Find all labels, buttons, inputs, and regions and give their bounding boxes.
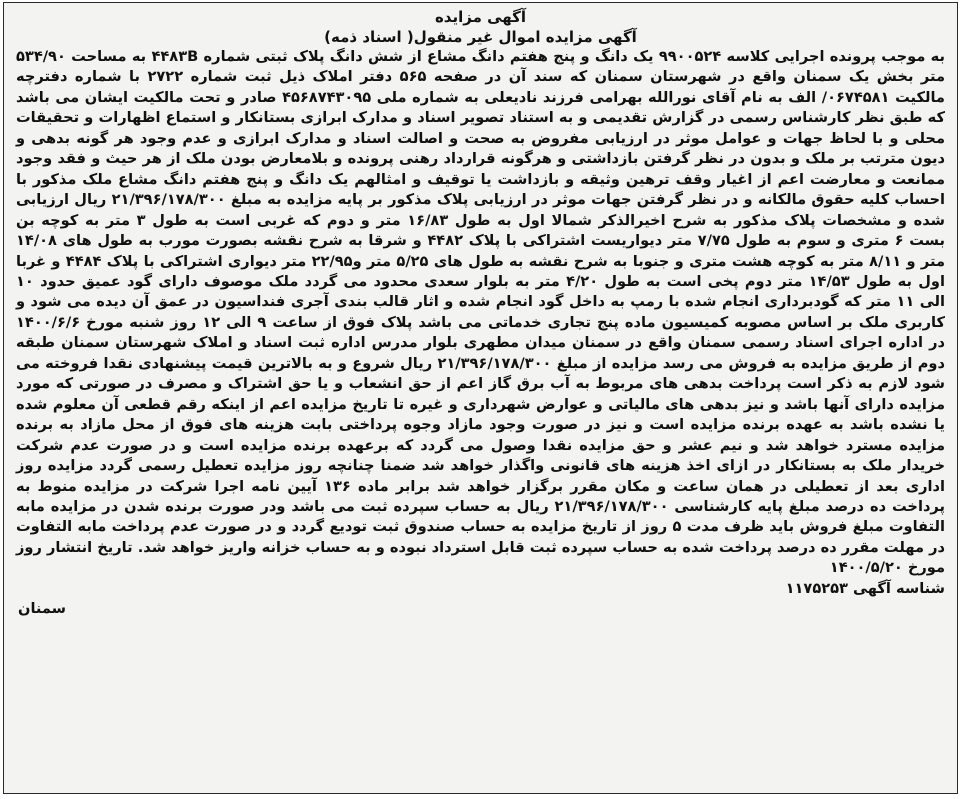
auction-notice (3, 2, 958, 794)
notice-title: آگهی مزایده (434, 8, 527, 26)
notice-id: شناسه آگهی ۱۱۷۵۲۵۳ (785, 579, 945, 597)
notice-body: به موجب پرونده اجرایی کلاسه ۹۹۰۰۵۲۴ یک دانگ و پنج هفتم دانگ مشاع از شش دانگ پلاک ثبتی شماره ۴۴۸۳B به مساحت ۵۳۴/۹۰ متر بخش یک سمنان واقع در شهرستان سمنان که سند آن در صفحه ۵۶۵ دفتر املاک ذیل ثبت شماره ۲۷۲۲ با شماره دفترچه مالکیت ۰۶۷۴۵۸۱/ الف به نام آقای نورالله بهرامی فرزند نادیعلی به شماره ملی ۴۵۶۸۷۴۳۰۹۵ صادر و تحت مالکیت ایشان می باشد که طبق نظر کارشناس رسمی در گزارش تقدیمی و به استناد تصویر اسناد و مدارک ابرازی بستانکار و استماع اظهارات و تحقیقات محلی و با لحاظ جهات و عوامل موثر در ارزیابی مفروض به صحت و اصالت اسناد و مدارک ابرازی و عدم وجود هر گونه بدهی و دیون مترتب بر ملک و بدون در نظر گرفتن بازداشتی و هرگونه قرارداد رهنی پرونده و بلامعارض بودن ملک از هر حیث و فقد وجود ممانعت و معارضت اعم از اغیار وقف ترهین وثیقه و بازداشت یا توقیف و امثالهم یک دانگ و پنج هفتم دانگ مشاع ملک مذکور با احساب کلیه حقوق مالکانه و در نظر گرفتن جهات موثر در ارزیابی پلاک مذکور بر پایه مزایده به مبلغ ۲۱/۳۹۶/۱۷۸/۳۰۰ ریال ارزیابی شده و مشخصات پلاک مذکور به شرح اخیرالذکر شمالا اول به طول ۱۶/۸۳ متر و دوم که غربی است به طول ۳ متر به کوچه بن بست ۶ متری و سوم به طول ۷/۷۵ متر دیواریست اشتراکی با پلاک ۴۴۸۲ و شرقا به شرح نقشه بصورت مورب به طول های ۱۴/۰۸ متر و ۸/۱۱ متر به کوچه هشت متری و جنوبا به شرح نقشه به طول های ۵/۲۵ متر و۲۲/۹۵ متر دیواری اشتراکی با پلاک ۴۴۸۴ و غربا اول به طول ۱۴/۵۳ متر دوم پخی است به طول ۴/۲۰ متر به بلوار سعدی محدود می گردد ملک موصوف دارای گود عمیق حدود ۱۰ الی ۱۱ متر که گودبرداری انجام شده با رمپ به داخل گود انجام شده و اثار قالب بندی آجری فنداسیون در عمق آن دیده می شود و کاربری ملک بر اساس مصوبه کمیسیون ماده پنج تجاری خدماتی می باشد پلاک فوق از ساعت ۹ الی ۱۲ روز شنبه مورخ ۱۴۰۰/۶/۶ در اداره اجرای اسناد رسمی سمنان واقع در سمنان میدان مطهری بلوار مدرس اداره ثبت اسناد و املاک شهرستان سمنان طبقه دوم از طریق مزایده به فروش می رسد مزایده از مبلغ ۲۱/۳۹۶/۱۷۸/۳۰۰ ریال شروع و به بالاترین قیمت پیشنهادی نقدا فروخته می شود لازم به ذکر است پرداخت بدهی های مربوط به آب برق گاز اعم از حق انشعاب و یا حق اشتراک و مصرف در صورتی که مورد مزایده دارای آنها باشد و نیز بدهی های مالیاتی و عوارض شهرداری و غیره تا تاریخ مزایده اعم از اینکه رقم قطعی آن معلوم شده یا نشده باشد به عهده برنده مزایده است و نیز در صورت وجود مازاد وجوه پرداختی بابت هزینه های فوق از محل مازاد به برنده مزایده مسترد خواهد شد و نیم عشر و حق مزایده نقدا وصول می گردد که برعهده برنده مزایده است و در صورت عدم شرکت خریدار ملک به بستانکار در ازای اخذ هزینه های قانونی واگذار خواهد شد ضمنا چنانچه روز مزایده تعطیل رسمی گردد مزایده روز اداری بعد از تعطیلی در همان ساعت و مکان مقرر برگزار خواهد شد برابر ماده ۱۳۶ آیین نامه اجرا شرکت در مزایده منوط به پرداخت ده درصد مبلغ پایه کارشناسی ۲۱/۳۹۶/۱۷۸/۳۰۰ ریال به حساب سپرده ثبت می باشد ودر صورت برنده شدن در مزایده مابه التفاوت مبلغ فروش باید ظرف مدت ۵ روز از تاریخ مزایده به حساب صندوق ثبت تودیع گردد و در صورت عدم پرداخت مابه التفاوت در مهلت مقرر ده درصد پرداخت شده به حساب سپرده ثبت قابل استرداد نبوده و به حساب خزانه واریز خواهد شد. تاریخ انتشار روز مورخ ۱۴۰۰/۵/۲۰ (16, 48, 946, 577)
notice-city: سمنان (18, 600, 67, 618)
notice-subtitle: آگهی مزایده اموال غیر منقول( اسناد ذمه) (324, 28, 637, 46)
